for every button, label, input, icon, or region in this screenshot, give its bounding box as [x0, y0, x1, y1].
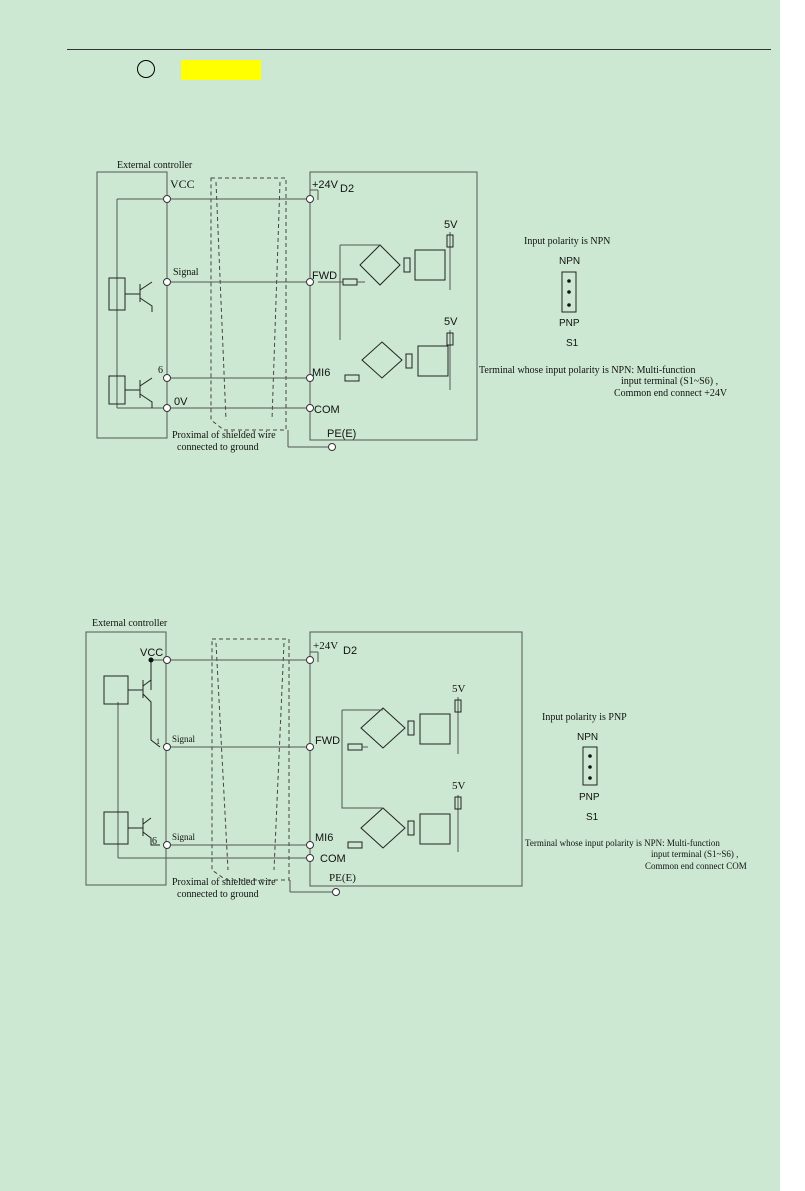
label-5v-3: 5V — [452, 683, 466, 695]
s1-label: S1 — [566, 338, 579, 349]
label-5v-4: 5V — [452, 780, 466, 792]
com-label: COM — [314, 404, 340, 416]
com-label-2: COM — [320, 853, 346, 865]
vcc-label: VCC — [170, 177, 195, 191]
mi6-label: MI6 — [312, 367, 331, 379]
external-controller-label-2: External controller — [92, 618, 168, 629]
drive-terminal-box — [310, 172, 477, 440]
shield-lines — [216, 182, 280, 420]
label-5v-1: 5V — [444, 219, 458, 231]
fwd-label-2: FWD — [315, 735, 341, 747]
polarity-title: Input polarity is NPN — [524, 236, 611, 247]
plus24v-label-2: +24V — [313, 640, 339, 652]
external-controller-label: External controller — [117, 160, 193, 171]
label-5v-2: 5V — [444, 316, 458, 328]
npn-label-2: NPN — [577, 732, 599, 743]
s1-label-2: S1 — [586, 812, 599, 823]
terminal-note-line-1: Terminal whose input polarity is NPN: Multi-function — [479, 365, 696, 376]
controller-block-4 — [104, 812, 128, 844]
diagram-pnp — [86, 618, 747, 900]
fwd-label: FWD — [312, 270, 338, 282]
pe-label: PE(E) — [327, 428, 357, 440]
shield-note-line-4: connected to ground — [177, 889, 259, 900]
terminal-note-line-3: Common end connect +24V — [614, 388, 728, 399]
npn-label: NPN — [559, 256, 581, 267]
external-controller-box — [97, 172, 167, 438]
signal-label: Signal — [173, 267, 199, 278]
d2-label: D2 — [340, 183, 355, 195]
terminal-note-line-5: input terminal (S1~S6) , — [651, 849, 739, 859]
terminal-6-label-2: 6 — [152, 836, 157, 847]
terminal-6-label: 6 — [158, 365, 163, 376]
shield-lines-2 — [216, 643, 284, 870]
pnp-label-2: PNP — [579, 792, 600, 803]
pnp-label: PNP — [559, 318, 580, 329]
signal-label-2: Signal — [172, 734, 196, 744]
d2-label-2: D2 — [343, 645, 358, 657]
controller-block-3 — [104, 676, 128, 704]
shielded-cable-2 — [212, 639, 289, 880]
polarity-title-2: Input polarity is PNP — [542, 712, 627, 723]
diagram-npn — [97, 160, 728, 453]
mi6-label-2: MI6 — [315, 832, 334, 844]
shielded-cable — [211, 178, 286, 430]
terminal-note-line-2: input terminal (S1~S6) , — [621, 376, 719, 387]
signal-label-3: Signal — [172, 832, 196, 842]
terminal-note-line-6: Common end connect COM — [645, 861, 747, 871]
terminal-1-label: 1 — [156, 737, 160, 746]
zero-v-label: 0V — [174, 396, 188, 408]
external-controller-box-2 — [86, 632, 166, 885]
plus24v-label: +24V — [312, 179, 338, 191]
shield-note-line-3: Proximal of shielded wire — [172, 877, 276, 888]
shield-note-line-2: connected to ground — [177, 442, 259, 453]
terminal-note-line-4: Terminal whose input polarity is NPN: Multi-function — [525, 838, 720, 848]
pe-label-2: PE(E) — [329, 872, 356, 884]
shield-note-line-1: Proximal of shielded wire — [172, 430, 276, 441]
vcc-label-2: VCC — [140, 647, 164, 659]
